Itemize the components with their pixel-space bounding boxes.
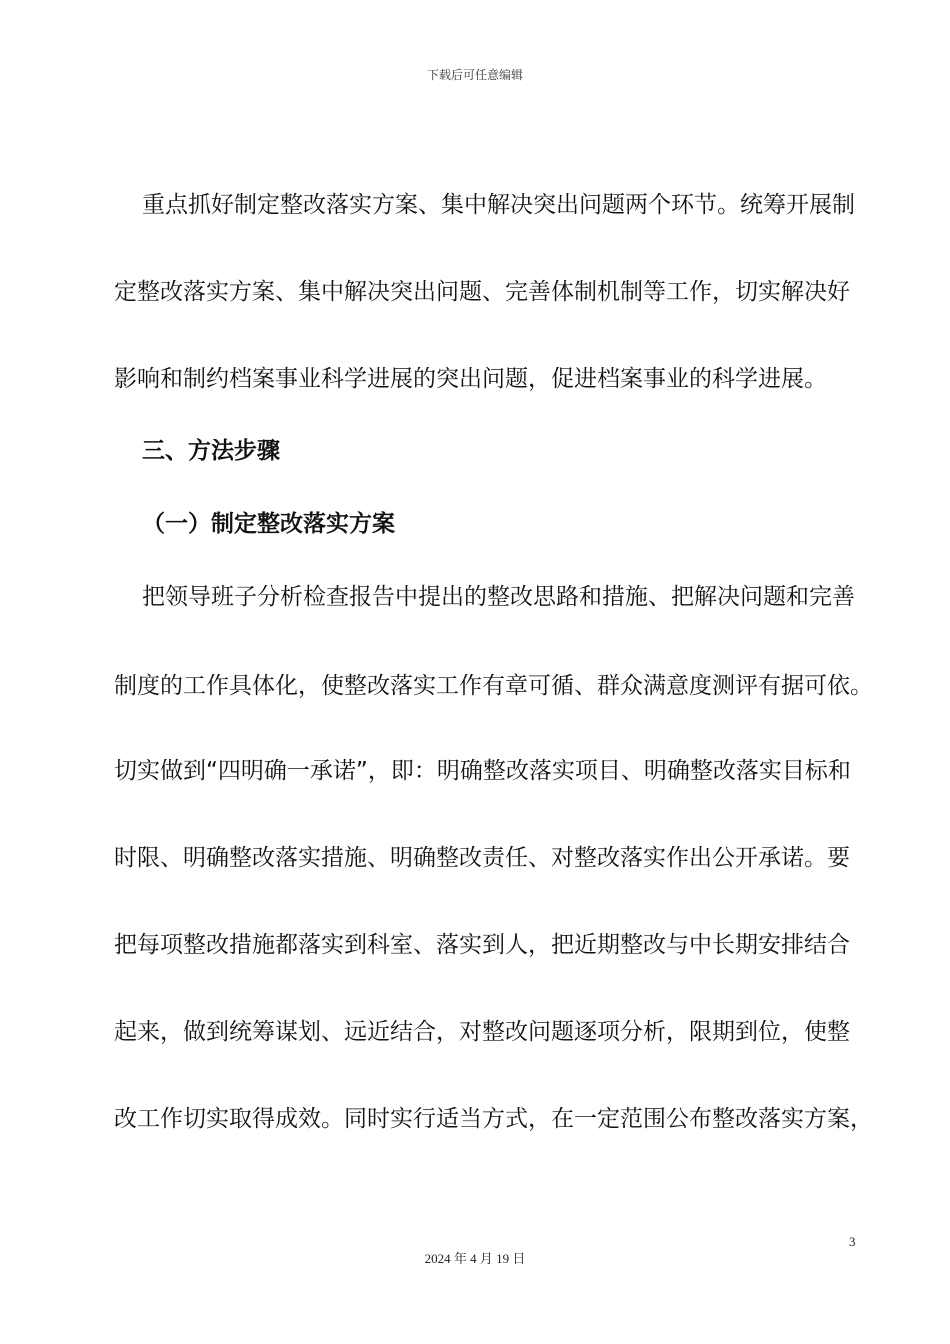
paragraph-line: 制度的工作具体化，使整改落实工作有章可循、群众满意度测评有据可依。 [114, 673, 873, 699]
paragraph-line: 时限、明确整改落实措施、明确整改责任、对整改落实作出公开承诺。要 [114, 845, 850, 871]
footer-date: 2024 年 4 月 19 日 [424, 1251, 526, 1266]
paragraph-line: 起来，做到统筹谋划、远近结合，对整改问题逐项分析，限期到位，使整 [114, 1019, 850, 1045]
section-heading: 三、方法步骤 [142, 438, 280, 464]
paragraph-line: 切实做到“四明确一承诺”，即：明确整改落实项目、明确整改落实目标和 [114, 758, 851, 784]
page-header: 下载后可任意编辑 [426, 68, 523, 82]
paragraph-line: 重点抓好制定整改落实方案、集中解决突出问题两个环节。统筹开展制 [142, 192, 855, 218]
paragraph-line: 影响和制约档案事业科学进展的突出问题，促进档案事业的科学进展。 [114, 366, 827, 392]
paragraph-line: 改工作切实取得成效。同时实行适当方式，在一定范围公布整改落实方案， [114, 1106, 873, 1132]
paragraph-line: 把每项整改措施都落实到科室、落实到人，把近期整改与中长期安排结合 [114, 932, 850, 958]
paragraph-line: 把领导班子分析检查报告中提出的整改思路和措施、把解决问题和完善 [142, 584, 855, 610]
page-number: 3 [849, 1234, 856, 1249]
paragraph-line: 定整改落实方案、集中解决突出问题、完善体制机制等工作，切实解决好 [114, 279, 850, 305]
subsection-heading: （一）制定整改落实方案 [142, 511, 395, 537]
